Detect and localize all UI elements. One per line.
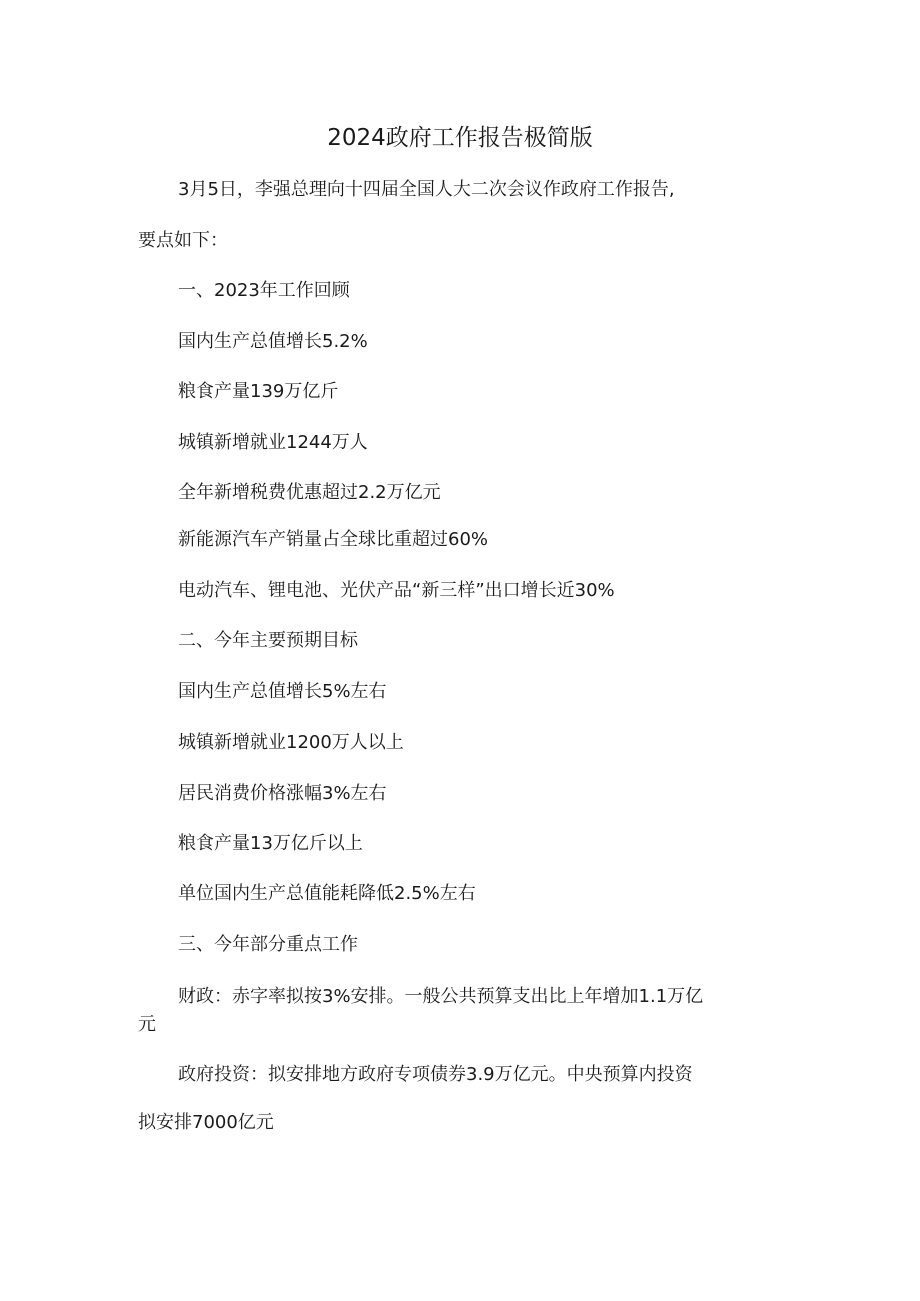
fiscal-line-1: 财政：赤字率拟按3%安排。一般公共预算支出比上年增加1.1万亿 <box>178 986 704 1007</box>
section-1-heading: 一、2023年工作回顾 <box>178 280 350 301</box>
section-2-heading: 二、今年主要预期目标 <box>178 630 358 651</box>
target-item-energy: 单位国内生产总值能耗降低2.5%左右 <box>178 883 476 904</box>
target-item-grain: 粮食产量13万亿斤以上 <box>178 833 363 854</box>
target-item-cpi: 居民消费价格涨幅3%左右 <box>178 783 387 804</box>
review-item-nev-share: 新能源汽车产销量占全球比重超过60% <box>178 529 489 550</box>
fiscal-line-2: 元 <box>138 1014 156 1035</box>
investment-line-2: 拟安排7000亿元 <box>138 1112 274 1133</box>
review-item-gdp: 国内生产总值增长5.2% <box>178 331 368 352</box>
review-item-grain: 粮食产量139万亿斤 <box>178 381 339 402</box>
investment-line-1: 政府投资：拟安排地方政府专项债券3.9万亿元。中央预算内投资 <box>178 1064 693 1085</box>
target-item-employment: 城镇新增就业1200万人以上 <box>178 732 404 753</box>
intro-line-1: 3月5日，李强总理向十四届全国人大二次会议作政府工作报告, <box>178 179 675 200</box>
review-item-employment: 城镇新增就业1244万人 <box>178 432 368 453</box>
review-item-exports: 电动汽车、锂电池、光伏产品“新三样”出口增长近30% <box>178 580 615 601</box>
target-item-gdp: 国内生产总值增长5%左右 <box>178 681 387 702</box>
section-3-heading: 三、今年部分重点工作 <box>178 934 358 955</box>
document-title: 2024政府工作报告极简版 <box>327 125 593 151</box>
review-item-tax-relief: 全年新增税费优惠超过2.2万亿元 <box>178 482 441 503</box>
intro-line-2: 要点如下： <box>138 230 228 251</box>
